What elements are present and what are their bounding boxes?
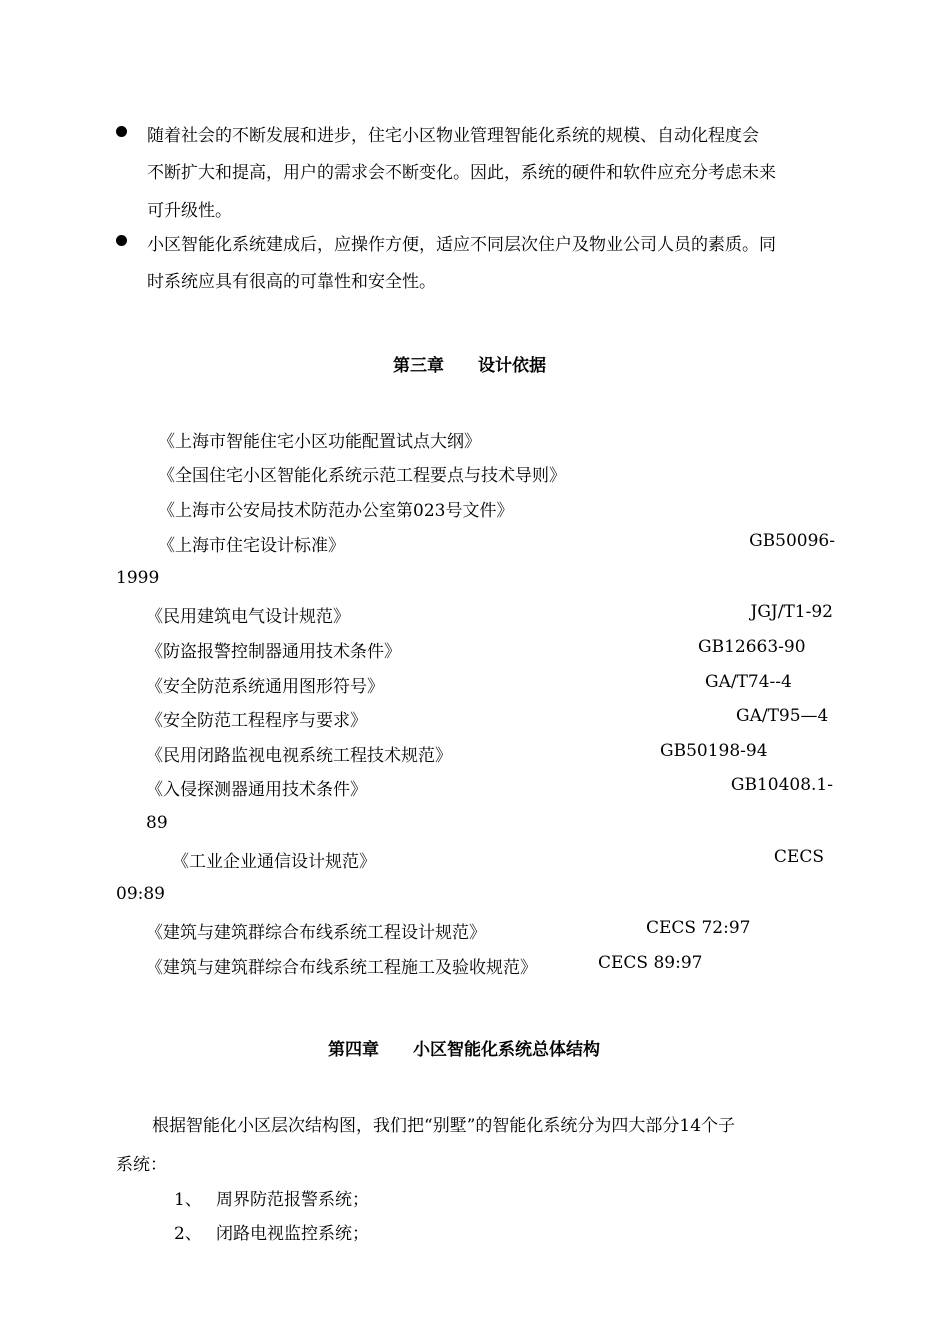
reference-name: 《入侵探测器通用技术条件》	[146, 780, 367, 800]
chapter-4-title: 第四章 小区智能化系统总体结构	[328, 1040, 600, 1060]
intro-line-1: 根据智能化小区层次结构图，我们把“别墅”的智能化系统分为四大部分14个子	[152, 1116, 736, 1136]
reference-name: 《上海市公安局技术防范办公室第023号文件》	[158, 501, 514, 521]
reference-name: 《民用建筑电气设计规范》	[146, 607, 350, 627]
reference-name: 《全国住宅小区智能化系统示范工程要点与技术导则》	[158, 466, 566, 486]
bullet-1-line-3: 可升级性。	[147, 201, 232, 221]
bullet-1-line-2: 不断扩大和提高，用户的需求会不断变化。因此，系统的硬件和软件应充分考虑未来	[147, 163, 776, 183]
bullet-1-line-1: 随着社会的不断发展和进步，住宅小区物业管理智能化系统的规模、自动化程度会	[147, 126, 759, 146]
reference-code: CECS 89:97	[598, 953, 703, 973]
reference-name: 《防盗报警控制器通用技术条件》	[146, 642, 401, 662]
reference-name: 《安全防范工程程序与要求》	[146, 711, 367, 731]
reference-code: GB50096-	[749, 531, 835, 551]
bullet-dot-icon	[116, 126, 127, 137]
bullet-2-line-1: 小区智能化系统建成后，应操作方便，适应不同层次住户及物业公司人员的素质。同	[147, 235, 776, 255]
reference-name: 《上海市智能住宅小区功能配置试点大纲》	[158, 432, 481, 452]
reference-code-wrap: 09:89	[116, 884, 165, 904]
list-item-number: 2、	[174, 1224, 202, 1244]
reference-code: GB10408.1-	[730, 775, 833, 795]
reference-name: 《上海市住宅设计标准》	[158, 536, 345, 556]
chapter-3-title: 第三章 设计依据	[393, 356, 546, 376]
list-item-text: 周界防范报警系统；	[216, 1190, 369, 1210]
bullet-2-line-2: 时系统应具有很高的可靠性和安全性。	[147, 272, 436, 292]
reference-name: 《建筑与建筑群综合布线系统工程施工及验收规范》	[146, 958, 537, 978]
list-item-text: 闭路电视监控系统；	[216, 1224, 369, 1244]
reference-code: GB12663-90	[698, 637, 806, 657]
reference-code-wrap: 89	[146, 813, 168, 833]
reference-code: CECS	[773, 847, 824, 867]
reference-code: JGJ/T1-92	[750, 602, 833, 622]
reference-name: 《建筑与建筑群综合布线系统工程设计规范》	[146, 923, 486, 943]
reference-name: 《民用闭路监视电视系统工程技术规范》	[146, 746, 452, 766]
reference-code: GA/T95—4	[736, 706, 829, 726]
reference-code: GB50198-94	[660, 741, 768, 761]
list-item-number: 1、	[174, 1190, 202, 1210]
reference-code: CECS 72:97	[646, 918, 751, 938]
reference-name: 《安全防范系统通用图形符号》	[146, 677, 384, 697]
reference-code: GA/T74--4	[705, 672, 792, 692]
bullet-dot-icon	[116, 235, 127, 246]
intro-line-2: 系统：	[116, 1155, 167, 1175]
reference-name: 《工业企业通信设计规范》	[172, 852, 376, 872]
reference-code-wrap: 1999	[116, 568, 160, 588]
